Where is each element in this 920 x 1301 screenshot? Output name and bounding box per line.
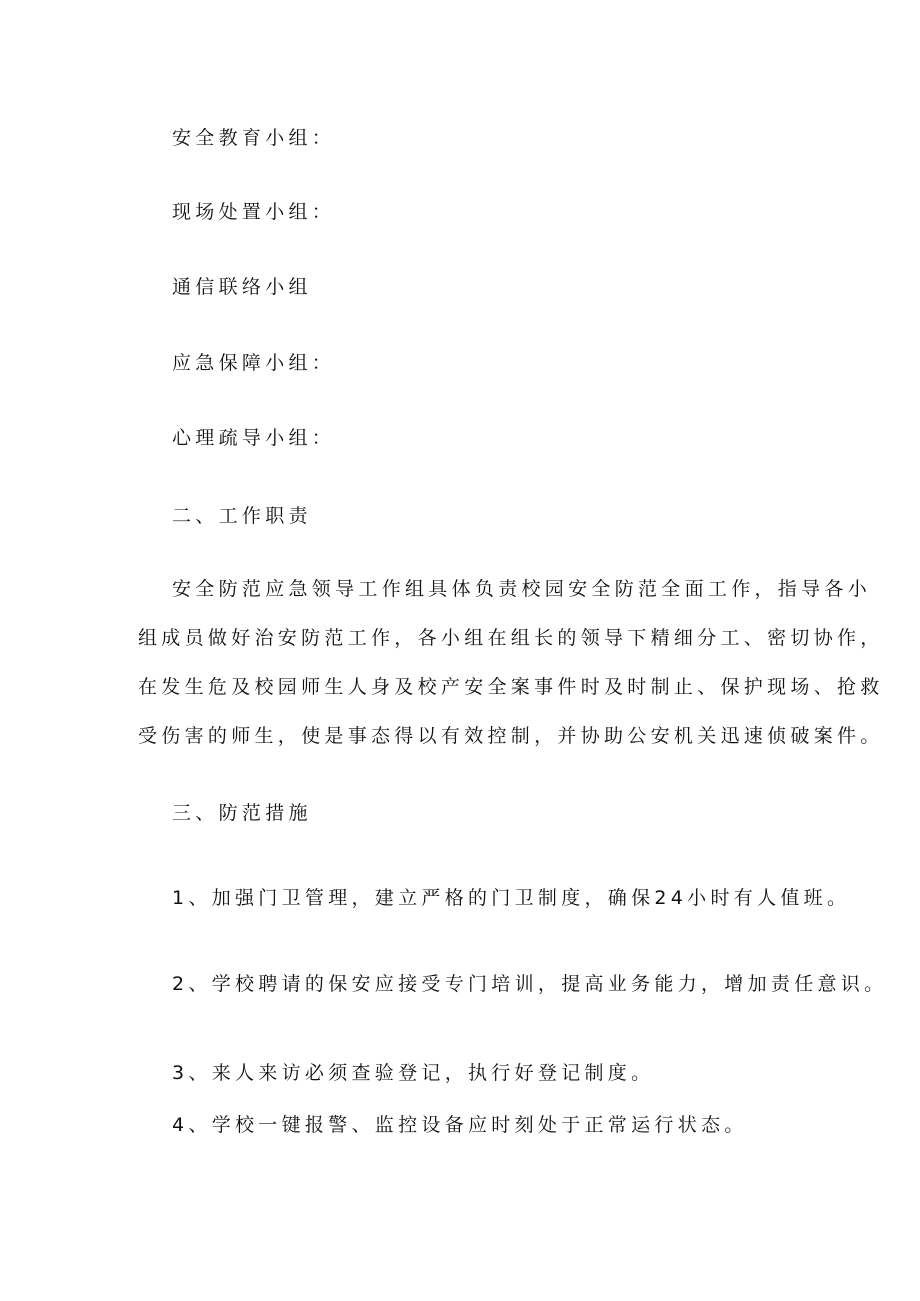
paragraph-line: 安全防范应急领导工作组具体负责校园安全防范全面工作，指导各小 <box>172 578 872 600</box>
measure-item: 1、加强门卫管理，建立严格的门卫制度，确保24小时有人值班。 <box>172 887 851 909</box>
group-label-psychological-counseling: 心理疏导小组： <box>172 427 336 449</box>
measure-item: 3、来人来访必须查验登记，执行好登记制度。 <box>172 1062 655 1084</box>
section-heading-measures: 三、防范措施 <box>172 802 312 824</box>
measure-item: 2、学校聘请的保安应接受专门培训，提高业务能力，增加责任意识。 <box>172 973 888 995</box>
group-label-emergency-support: 应急保障小组： <box>172 352 336 374</box>
paragraph-line: 组成员做好治安防范工作，各小组在组长的领导下精细分工、密切协作， <box>138 627 884 649</box>
measure-item: 4、学校一键报警、监控设备应时刻处于正常运行状态。 <box>172 1114 748 1136</box>
group-label-safety-education: 安全教育小组： <box>172 127 336 149</box>
section-heading-duties: 二、工作职责 <box>172 505 312 527</box>
paragraph-line: 受伤害的师生，使是事态得以有效控制，并协助公安机关迅速侦破案件。 <box>138 725 884 747</box>
group-label-onsite-disposal: 现场处置小组： <box>172 201 336 223</box>
group-label-communication: 通信联络小组 <box>172 276 312 298</box>
paragraph-line: 在发生危及校园师生人身及校产安全案事件时及时制止、保护现场、抢救 <box>138 676 884 698</box>
